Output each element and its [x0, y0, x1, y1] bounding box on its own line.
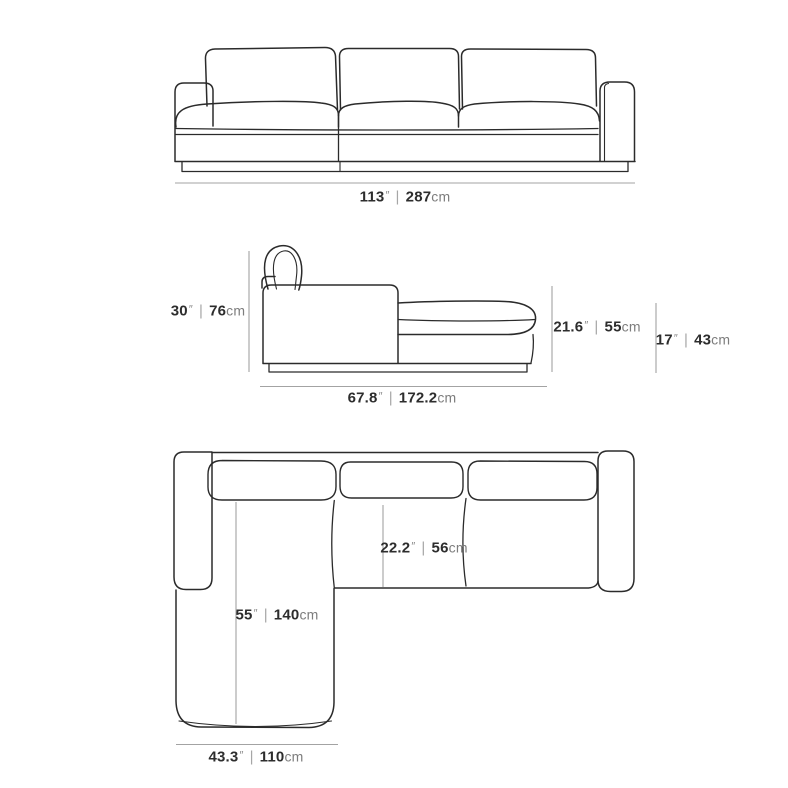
side-view-drawing	[262, 246, 536, 372]
front-back-cushion-3	[462, 49, 597, 109]
side-plinth	[269, 364, 527, 372]
front-back-cushion-1	[205, 48, 337, 111]
label-separator: |	[388, 389, 393, 407]
dimension-label-overall-width	[360, 190, 451, 205]
plan-chaise-front-thickness	[179, 721, 332, 727]
dimension-value-cm: 110	[259, 748, 285, 766]
plan-back-cushion-2	[340, 462, 463, 498]
dimension-value-cm: 140	[273, 606, 300, 624]
side-base-right-edge	[531, 335, 533, 364]
inch-mark: ″	[584, 319, 589, 332]
dimension-value-inches: 17	[655, 331, 673, 349]
dimension-value-inches: 55	[235, 606, 253, 624]
plan-back-cushion-3	[468, 461, 597, 500]
cm-suffix: cm	[284, 748, 304, 765]
cm-suffix: cm	[711, 331, 731, 348]
dimension-value-inches: 43.3	[208, 748, 239, 766]
plan-chaise-right-edge	[332, 501, 335, 589]
top-view-drawing	[174, 451, 634, 728]
cm-suffix: cm	[226, 302, 246, 319]
label-separator: |	[594, 318, 599, 336]
plan-left-arm	[174, 452, 212, 590]
cm-suffix: cm	[448, 539, 468, 556]
dimension-value-inches: 21.6	[553, 318, 584, 336]
inch-mark: ″	[378, 390, 383, 403]
dimension-label-back-height	[171, 304, 245, 319]
label-separator: |	[198, 302, 204, 320]
dimension-value-inches: 30	[170, 302, 188, 320]
dimension-label-overall-depth	[348, 391, 457, 406]
label-separator: |	[683, 331, 689, 349]
front-seat-cushion-2	[339, 101, 459, 127]
dimension-value-cm: 172.2	[398, 389, 438, 407]
dimension-value-inches: 22.2	[380, 539, 411, 557]
side-back-frame	[262, 277, 275, 289]
dimension-value-cm: 287	[405, 188, 432, 206]
side-seat-cushion	[398, 301, 536, 335]
front-seat-cushion-3	[459, 102, 600, 121]
label-separator: |	[421, 539, 426, 557]
cm-suffix: cm	[431, 188, 451, 205]
front-right-arm-inner-line	[605, 84, 609, 162]
dimension-label-chaise-width	[208, 750, 303, 765]
cm-suffix: cm	[621, 318, 641, 335]
dimension-value-inches: 113	[359, 188, 385, 206]
inch-mark: ″	[673, 332, 678, 345]
inch-mark: ″	[239, 749, 244, 762]
label-separator: |	[249, 748, 254, 766]
front-view-drawing	[175, 48, 635, 172]
dimension-value-cm: 76	[209, 302, 227, 320]
side-seat-cushion-seam	[398, 320, 535, 322]
front-plinth	[182, 162, 628, 172]
cm-suffix: cm	[437, 389, 457, 406]
plan-back-cushion-1	[208, 461, 336, 501]
inch-mark: ″	[411, 540, 416, 553]
label-separator: |	[395, 188, 400, 206]
inch-mark: ″	[253, 607, 258, 620]
plan-right-arm	[598, 451, 634, 592]
dimension-value-inches: 67.8	[347, 389, 378, 407]
front-seat-cushion-1	[176, 101, 339, 127]
dimension-value-cm: 43	[694, 331, 712, 349]
front-right-arm	[600, 82, 635, 161]
dimension-value-cm: 56	[431, 539, 449, 557]
side-arm-panel	[263, 285, 398, 363]
dimension-label-seat-height	[656, 333, 730, 348]
cm-suffix: cm	[299, 606, 319, 623]
front-seat-seam-upper	[176, 129, 598, 131]
dimension-lines	[175, 183, 656, 745]
label-separator: |	[263, 606, 268, 624]
dimension-label-chaise-length	[235, 608, 318, 623]
side-back-pillow-inner	[273, 251, 296, 290]
dimension-value-cm: 55	[604, 318, 622, 336]
inch-mark: ″	[385, 189, 390, 202]
dimension-label-arm-height	[553, 320, 640, 335]
inch-mark: ″	[188, 303, 193, 316]
dimension-label-seat-depth	[380, 541, 467, 556]
